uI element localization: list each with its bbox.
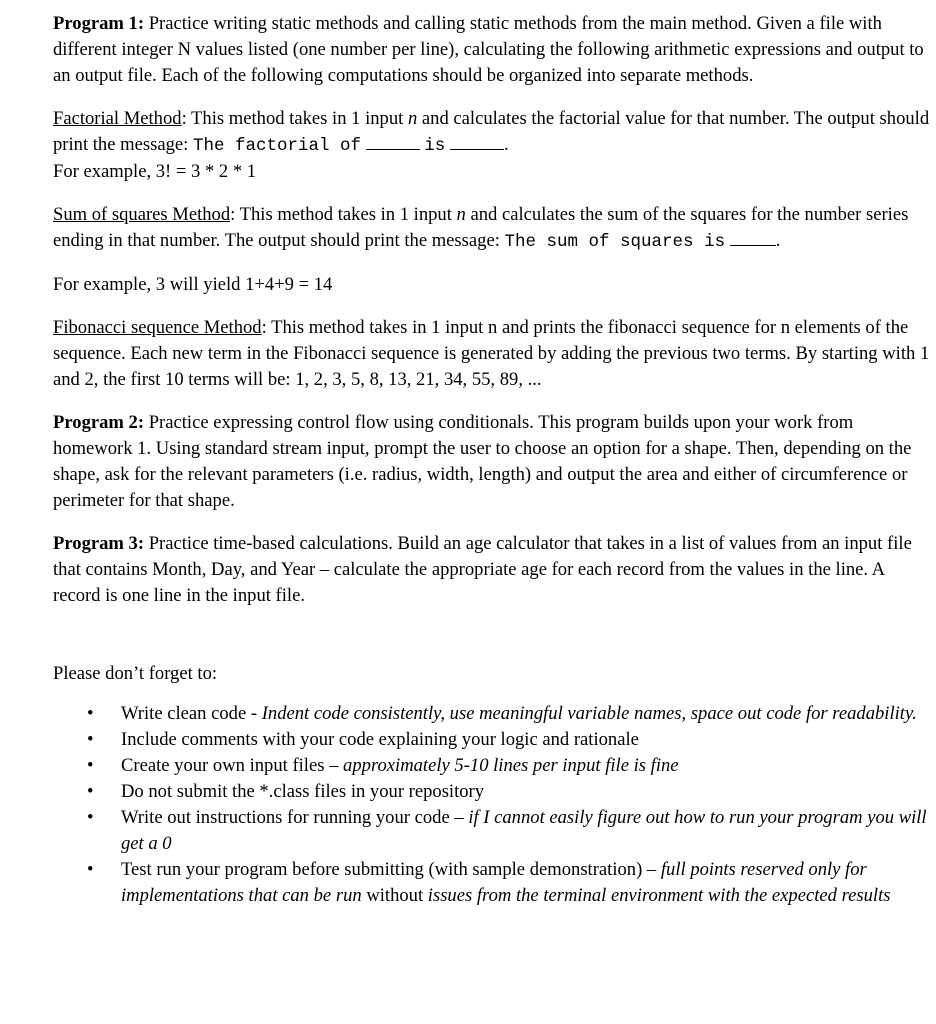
list-item: • Create your own input files – approximately 5-10 lines per input file is fine <box>53 753 933 779</box>
reminders-intro: Please don’t forget to: <box>53 663 218 684</box>
factorial-example: For example, 3! = 3 * 2 * 1 <box>53 161 257 182</box>
list-item: • Test run your program before submitting (with sample demonstration) – full points reserved only for implementations that can be run without issues from the terminal environment with the expected results <box>87 859 891 906</box>
program2-paragraph: Program 2: Practice expressing control flow using conditionals. This program builds upon your work from homework 1. Using standard stream input, prompt the user to choose an option for a shape. Then, depending on the shape, ask for the relevant parameters (i.e. radius, width, length) and output the area and either of circumference or perimeter for that shape. <box>53 412 912 511</box>
sum-squares-message-code: The sum of squares is <box>504 232 726 252</box>
bullet-icon: • <box>87 755 94 776</box>
program3-paragraph: Program 3: Practice time-based calculations. Build an age calculator that takes in a list of values from an input file that contains Month, Day, and Year – calculate the appropriate age for each record from the values in the line. A record is one line in the input file. <box>53 533 912 606</box>
program1-intro: Practice writing static methods and calling static methods from the main method. Given a file with different integer N values listed (one number per line), calculating the following arithmetic expressions and output to an output file. Each of the following computations should be organized into separate methods. <box>53 13 924 86</box>
list-item: • Include comments with your code explaining your logic and rationale <box>53 727 933 753</box>
fibonacci-paragraph: Fibonacci sequence Method: This method takes in 1 input n and prints the fibonacci sequence for n elements of the sequence. Each new term in the Fibonacci sequence is generated by adding the previous two terms. By starting with 1 and 2, the first 10 terms will be: 1, 2, 3, 5, 8, 13, 21, 34, 55, 89, ... <box>53 317 930 390</box>
reminders-list <box>53 701 933 909</box>
factorial-message-code: The factorial of <box>192 136 361 156</box>
bullet-icon: • <box>87 729 94 750</box>
bullet-icon: • <box>87 807 94 828</box>
list-item: • Write clean code - Indent code consistently, use meaningful variable names, space out code for readability. <box>53 701 933 727</box>
program3-heading: Program 3: <box>53 533 145 554</box>
blank-line <box>730 230 776 246</box>
factorial-paragraph: Factorial Method: This method takes in 1 input n and calculates the factorial value for that number. The output should print the message: The factorial of is . <box>53 108 930 156</box>
program1-heading: Program 1: <box>53 13 145 34</box>
bullet-icon: • <box>87 781 94 802</box>
factorial-title: Factorial Method <box>53 108 182 129</box>
program2-heading: Program 2: <box>53 412 145 433</box>
sum-squares-example: For example, 3 will yield 1+4+9 = 14 <box>53 274 333 295</box>
blank-line <box>450 134 504 150</box>
program1-paragraph <box>53 11 933 89</box>
bullet-icon: • <box>87 703 94 724</box>
list-item: • Do not submit the *.class files in your repository <box>53 779 933 805</box>
bullet-icon: • <box>87 859 94 880</box>
list-item: • Write out instructions for running your code – if I cannot easily figure out how to run your program you will get a 0 <box>87 807 927 854</box>
sum-squares-paragraph: Sum of squares Method: This method takes in 1 input n and calculates the sum of the squares for the number series ending in that number. The output should print the message: The sum of squares is . <box>53 204 909 252</box>
blank-line <box>366 134 420 150</box>
fibonacci-title: Fibonacci sequence Method <box>53 317 262 338</box>
assignment-document <box>53 11 933 909</box>
sum-squares-title: Sum of squares Method <box>53 204 231 225</box>
